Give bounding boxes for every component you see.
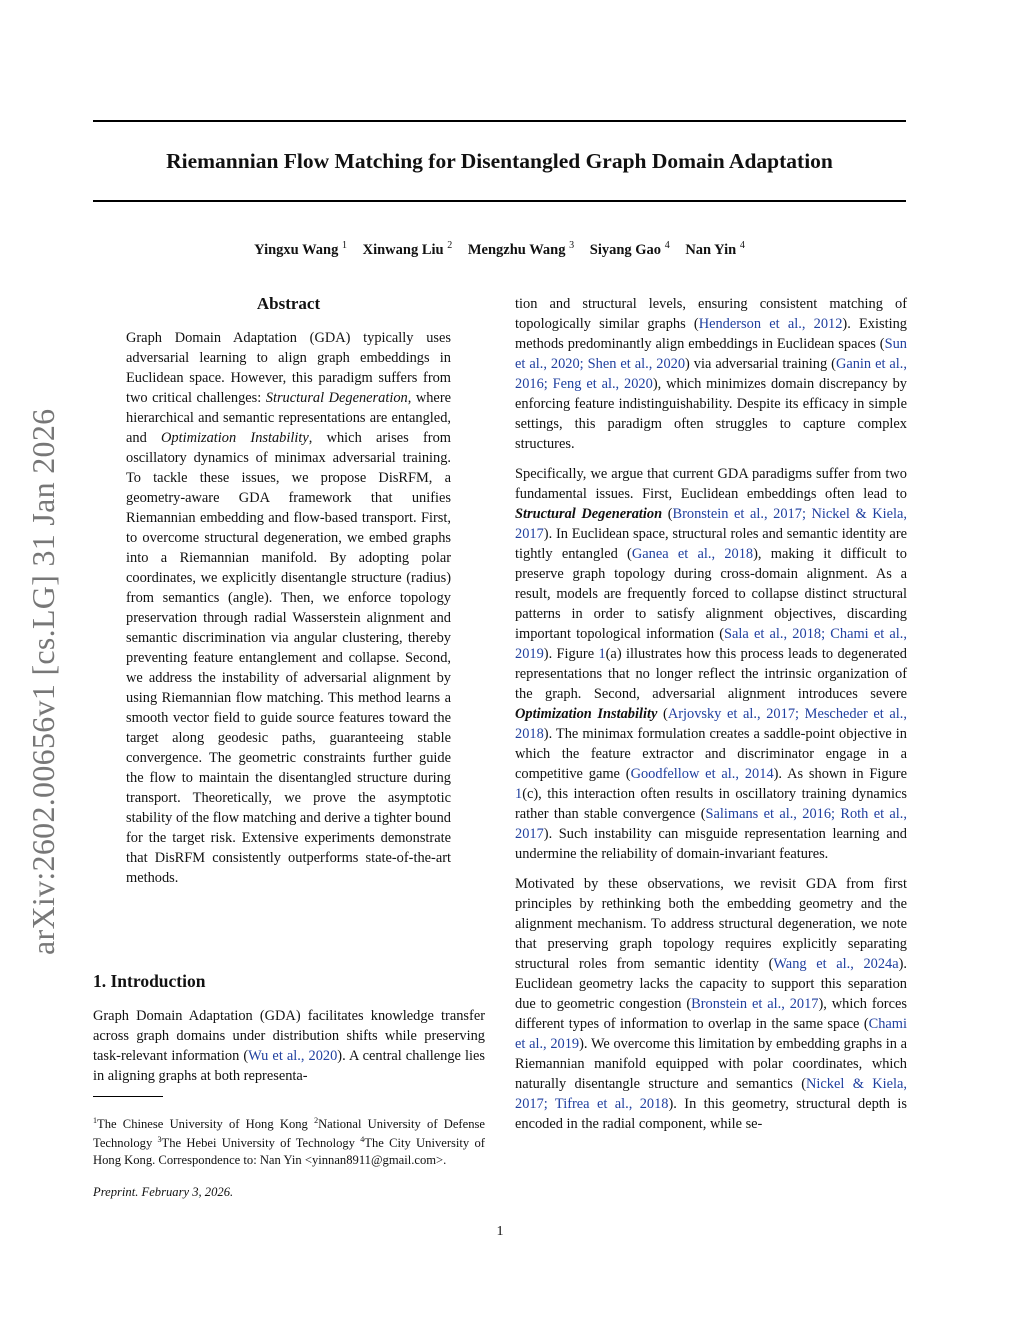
abstract-heading: Abstract xyxy=(256,294,321,313)
title-bottom-rule xyxy=(93,200,906,202)
author-list xyxy=(93,236,906,260)
footnote-rule xyxy=(93,1096,163,1097)
citation-link[interactable]: Chami et al., 2019 xyxy=(515,1016,907,1052)
section-heading-introduction: 1. Introduction xyxy=(93,971,206,991)
author: Yingxu Wang $^1$ xyxy=(254,240,347,258)
author: Siyang Gao $^4$ xyxy=(589,240,670,258)
author: Mengzhu Wang $^3$ xyxy=(467,240,575,258)
citation-link[interactable]: Ganea et al., 2018 xyxy=(631,546,754,562)
figure-ref-link[interactable]: 1 xyxy=(598,646,606,662)
affiliation-footnote: $^1$The Chinese University of Hong Kong $^2$National University of Defense Technology $^3$The Hebei University of Technology $^4$The City University of Hong Kong. Correspondence to: Nan Yin <yinnan8911@gmail.com>. xyxy=(93,1115,485,1167)
top-rule xyxy=(93,120,906,122)
paper-title: Riemannian Flow Matching for Disentangled Graph Domain Adaptation xyxy=(166,149,833,173)
citation-link[interactable]: Goodfellow et al., 2014 xyxy=(630,766,774,782)
citation-link[interactable]: Wu et al., 2020 xyxy=(248,1048,338,1064)
citation-link[interactable]: Sala et al., 2018; Chami et al., 2019 xyxy=(515,626,907,662)
intro-paragraph: Graph Domain Adaptation (GDA) facilitates knowledge transfer across graph domains under distribution shifts while preserving task-relevant information (Wu et al., 2020). A central challenge lies in aligning graphs at both representa- xyxy=(93,1008,485,1084)
figure-ref-link[interactable]: 1 xyxy=(515,786,523,802)
citation-link[interactable]: Wang et al., 2024a xyxy=(773,956,899,972)
citation-link[interactable]: Nickel & Kiela, 2017; Tifrea et al., 2018 xyxy=(515,1076,907,1112)
author: Nan Yin $^4$ xyxy=(685,240,745,258)
preprint-date: Preprint. February 3, 2026. xyxy=(93,1185,234,1199)
arxiv-watermark: arXiv:2602.00656v1 [cs.LG] 31 Jan 2026 xyxy=(25,408,61,955)
abstract-text: Graph Domain Adaptation (GDA) typically uses adversarial learning to align graph embeddings in Euclidean space. However, this paradigm suffers from two critical challenges: Structural Degeneration, where hierarchical and semantic representations are entangled, and Optimization Instability, which arises from oscillatory dynamics of minimax adversarial training. To tackle these issues, we propose DisRFM, a geometry-aware GDA framework that unifies Riemannian embedding and flow-based transport. First, to overcome structural degeneration, we embed graphs into a Riemannian manifold. By adopting polar coordinates, we explicitly disentangle structure (radius) from semantics (angle). Then, we enforce topology preservation through radial Wasserstein alignment and semantic discrimination via angular clustering, thereby preventing feature entanglement and collapse. Second, we address the instability of adversarial alignment by using Riemannian flow matching. This method learns a smooth vector field to guide source features toward the target along geodesic paths, guaranteeing stable convergence. The geometric constraints further guide the flow to maintain the disentangled structure during transport. Theoretically, we prove the asymptotic stability of the flow matching and derive a tighter bound for the target risk. Extensive experiments demonstrate that DisRFM consistently outperforms state-of-the-art methods. xyxy=(126,330,451,886)
citation-link[interactable]: Bronstein et al., 2017 xyxy=(691,996,819,1012)
body-paragraph: Specifically, we argue that current GDA paradigms suffer from two fundamental issues. First, Euclidean embeddings often lead to Structural Degeneration (Bronstein et al., 2017; Nickel & Kiela, 2017). In Euclidean space, structural roles and semantic identity are tightly entangled (Ganea et al., 2018), making it difficult to preserve graph topology during cross-domain alignment. As a result, models are frequently forced to collapse distinct structural patterns in order to satisfy alignment objectives, discarding important topological information (Sala et al., 2018; Chami et al., 2019). Figure 1(a) illustrates how this process leads to degenerated representations that no longer reflect the intrinsic organization of the graph. Second, adversarial alignment introduces severe Optimization Instability (Arjovsky et al., 2017; Mescheder et al., 2018). The minimax formulation creates a saddle-point objective in which the feature extractor and discriminator engage in a competitive game (Goodfellow et al., 2014). As shown in Figure 1(c), this interaction often results in oscillatory training dynamics rather than stable convergence (Salimans et al., 2016; Roth et al., 2017). Such instability can misguide representation learning and undermine the reliability of domain-invariant features. xyxy=(515,466,908,862)
citation-link[interactable]: Salimans et al., 2016; Roth et al., 2017 xyxy=(515,806,907,842)
citation-link[interactable]: Bronstein et al., 2017; Nickel & Kiela, 2017 xyxy=(515,506,907,542)
citation-link[interactable]: Ganin et al., 2016; Feng et al., 2020 xyxy=(515,356,907,392)
right-column xyxy=(515,294,907,1144)
page-number: 1 xyxy=(496,1224,504,1239)
citation-link[interactable]: Sun et al., 2020; Shen et al., 2020 xyxy=(515,336,907,372)
body-paragraph: Motivated by these observations, we revisit GDA from first principles by rethinking both the embedding geometry and the alignment mechanism. To address structural degeneration, we note that preserving graph topology requires explicitly separating structural roles from semantic identity (Wang et al., 2024a). Euclidean geometry lacks the capacity to support this separation due to geometric congestion (Bronstein et al., 2017), which forces different types of information to overlap in the same space (Chami et al., 2019). We overcome this limitation by embedding graphs in a Riemannian manifold equipped with polar coordinates, which naturally disentangle structure and semantics (Nickel & Kiela, 2017; Tifrea et al., 2018). In this geometry, structural depth is encoded in the radial component, while se- xyxy=(515,876,908,1132)
citation-link[interactable]: Arjovsky et al., 2017; Mescheder et al., 2018 xyxy=(515,706,908,742)
author: Xinwang Liu $^2$ xyxy=(362,240,453,258)
body-paragraph: tion and structural levels, ensuring consistent matching of topologically similar graphs (Henderson et al., 2012). Existing methods predominantly align embeddings in Euclidean spaces (Sun et al., 2020; Shen et al., 2020) via adversarial training (Ganin et al., 2016; Feng et al., 2020), which minimizes domain discrepancy by enforcing feature indistinguishability. Despite its efficacy in simple settings, this paradigm often struggles to capture complex structures. xyxy=(515,296,908,452)
citation-link[interactable]: Henderson et al., 2012 xyxy=(698,316,843,332)
